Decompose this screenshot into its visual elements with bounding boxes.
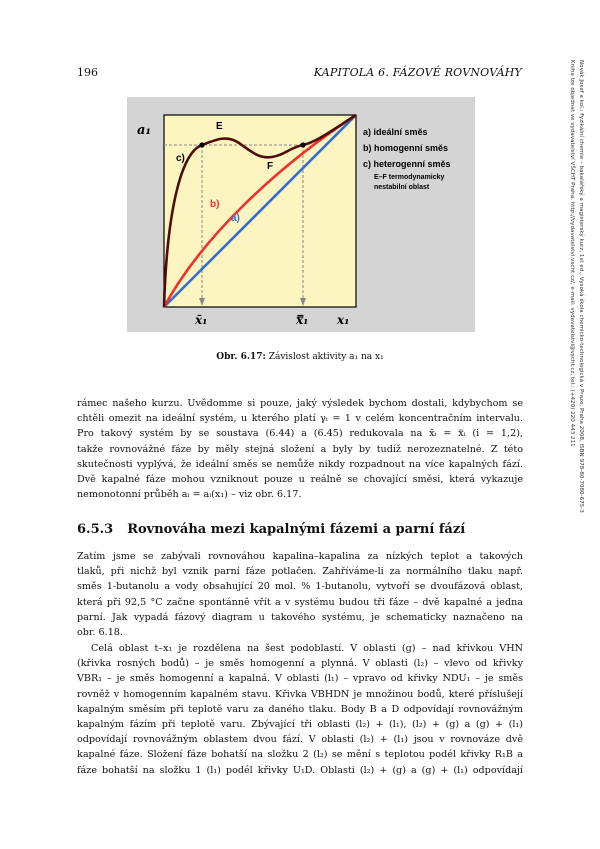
text-line: VBR₁ – je směs homogenní a kapalná. V oblasti (l₁) – vpravo od křivky NDU₁ – je směs: [77, 673, 523, 685]
legend-item-a: a) ideální směs: [363, 127, 428, 137]
tie-point-left: [199, 142, 204, 147]
activity-diagram: [127, 97, 475, 332]
text-line: kapalné fáze. Složení fáze bohatší na složku 2 (l₂) se mění s teplotou podél křivky R₁B a: [77, 749, 523, 761]
x-axis-label: x₁: [337, 313, 350, 327]
paragraph-1: [77, 396, 523, 502]
paragraph-3: [77, 641, 523, 778]
text-line: Zatím jsme se zabývali rovnováhou kapalina–kapalina za nízkých teplot a takových: [77, 551, 523, 562]
curve-a-label: a): [231, 213, 240, 224]
text-line: obr. 6.18.: [77, 627, 123, 639]
point-f-label: F: [267, 161, 274, 172]
text-line: odpovídají rovnovážným oblastem dvou fází. V oblasti (l₂) + (l₁) jsou v rovnováze dvě: [77, 734, 523, 746]
text-line: která při 92,5 °C začne spontánně vřít a v systému budou tři fáze – dvě kapalné a jedna: [77, 596, 523, 608]
caption-text: Závislost aktivity a₁ na x₁: [265, 352, 384, 362]
legend-item-b: b) homogenní směs: [363, 143, 449, 153]
text-line: (křivka rosných bodů) – je směs homogenní a plynná. V oblasti (l₂) – vlevo od křivky: [77, 658, 523, 670]
chapter-title: KAPITOLA 6. FÁZOVÉ ROVNOVÁHY: [313, 66, 522, 79]
legend-note-2: nestabilní oblast: [374, 184, 430, 191]
section-heading: [77, 522, 465, 537]
activity-figure: [127, 97, 475, 332]
text-line: skutečnosti vyplývá, že ideální směs se nemůže nikdy rozpadnout na více kapalných fází.: [77, 458, 523, 470]
text-line: rovněž v homogenním kapalném stavu. Křivka VBHDN je množinou bodů, které příslušejí: [77, 688, 523, 700]
text-line: nemonotonní průběh aᵢ = aᵢ(x₁) – viz obr. 6.17.: [77, 489, 302, 501]
page-number: 196: [77, 66, 98, 79]
tie-point-right: [300, 142, 305, 147]
y-axis-label: a₁: [137, 123, 152, 138]
text-line: Pro takový systém by se soustava (6.44) a (6.45) redukovala na x̄ᵢ = x̿ᵢ (i = 1,2),: [77, 428, 523, 440]
paragraph-2: [77, 549, 523, 640]
tick-label-right: x̿₁: [296, 313, 309, 327]
side-note-line-1: Novák Josef a kol.: Fyzikální chemie – bakalářský a magisterský kurz, 1st ed., Vysoká škola chemicko-technologická v Praze, Praha 2008, ISBN 978-80-7080-675-3: [578, 60, 584, 513]
text-line: chtěli omezit na ideální systém, u kterého platí γᵢ = 1 v celém koncentračním intervalu.: [77, 413, 523, 425]
caption-label: Obr. 6.17:: [216, 352, 266, 362]
section-number: 6.5.3: [77, 522, 114, 537]
text-line: parní. Jak vypadá fázový diagram u takového systému, je schematicky naznačeno na: [77, 611, 523, 623]
text-line: kapalným směsím při teplotě varu za daného tlaku. Body B a D odpovídají rovnovážným: [77, 703, 523, 715]
legend-item-c: c) heterogenní směs: [363, 159, 451, 169]
figure-caption: [0, 352, 600, 362]
text-line: tlaků, při nichž byl vznik parní fáze potlačen. Zahříváme-li za normálního tlaku např.: [77, 566, 523, 578]
text-line: Celá oblast t–x₁ je rozdělena na šest podoblastí. V oblasti (g) – nad křivkou VHN: [91, 643, 523, 654]
text-line: kapalným fázím při teplotě varu. Zbývající tři oblasti (l₂) + (l₁), (l₂) + (g) a (g) + (l₁): [77, 719, 523, 731]
text-line: takže rovnovážné fáze by měly stejná složení a byly by tudíž nerozeznatelné. Z této: [77, 443, 523, 455]
text-line: směs 1-butanolu a vody obsahující 20 mol. % 1-butanolu, vytvoří se dvoufázová oblast,: [77, 581, 523, 593]
curve-b-label: b): [210, 199, 220, 210]
page-header: [77, 66, 522, 82]
tick-label-left: x̄₁: [195, 313, 208, 327]
text-line: Dvě kapalné fáze mohou vzniknout pouze u reálně se chovající směsi, která vykazuje: [77, 474, 523, 486]
side-note-line-2: Kniha lze objednat ve vydavatelství VŠCHT Praha, http://vydavatelstvi.vscht.cz/, e-mail: vydavatelstvi@vscht.cz, tel.: (+420) 220 443 211: [569, 60, 575, 447]
curve-c-label: c): [176, 153, 185, 164]
section-title: Rovnováha mezi kapalnými fázemi a parní fází: [127, 522, 466, 537]
text-line: rámec našeho kurzu. Uvědomme si pouze, jaký výsledek bychom dostali, kdybychom se: [77, 398, 523, 409]
point-e-label: E: [216, 121, 223, 132]
legend-note-1: E–F termodynamicky: [374, 174, 445, 181]
text-line: fáze bohatší na složku 1 (l₁) podél křivky U₁D. Oblasti (l₂) + (g) a (g) + (l₁) odpovídají: [77, 764, 523, 776]
